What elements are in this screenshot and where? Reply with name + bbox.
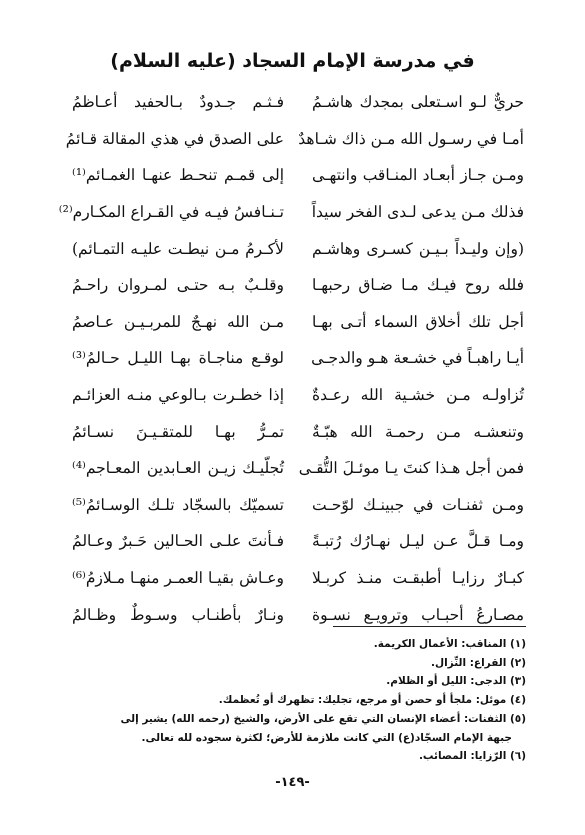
verse-first-hemistich: كبـارٌ رزايـا أطبقـت منـذ كربـلا <box>312 569 524 588</box>
footnote-item: (٥) الثفنات: أعضاء الإنسان التي تقع على الأرض، والشيخ (رحمه الله) يشير إلى <box>120 712 526 725</box>
page-number: -١٤٩- <box>275 775 310 790</box>
verse-second-hemistich: تسميّك بالسجّاد تلـك الوسـائمُ⁽⁵⁾ <box>72 495 284 514</box>
footnote-item: (١) المناقب: الأعمال الكريمة. <box>373 638 526 650</box>
verse-first-hemistich: فذلك مـن يدعى لـدى الفخر سيداً <box>311 203 524 222</box>
verse-second-hemistich: فـأنتَ علـى الحـالين حَـبرٌ وعـالمُ <box>72 532 284 551</box>
verse-line <box>72 157 524 194</box>
verse-line <box>72 340 524 377</box>
verse-line <box>65 121 524 158</box>
verse-second-hemistich: إلى قمـم تنحـط عنهـا الغمـائم⁽¹⁾ <box>72 166 284 185</box>
verse-first-hemistich: حريٌّ لـو اسـتعلى بمجدك هاشـمُ <box>312 93 524 112</box>
verse-first-hemistich: ومـا قـلَّ عـن ليـل نهـارُك رُتبـةً <box>312 532 524 551</box>
footnotes <box>58 635 526 766</box>
footnote-item: (٣) الدجى: الليل أو الظلام. <box>386 675 526 688</box>
verse-second-hemistich: لوقـع مناجـاة بهـا الليـل حـالمُ⁽³⁾ <box>72 349 284 368</box>
verse-second-hemistich: إذا خطـرت بـالوعي منـه العزائـم <box>72 386 284 405</box>
verse-line <box>72 230 524 267</box>
footnote-item: (٤) موئل: ملجأ أو حصن أو مرجع، تجليك: تظهرك أو تُعظمك. <box>218 694 526 707</box>
poem-verses <box>58 84 524 633</box>
verse-second-hemistich: وعـاش بقيـا العمـر منهـا مـلازمُ⁽⁶⁾ <box>72 569 284 588</box>
verse-first-hemistich: وتنعشـه مـن رحمـة الله هبّـةٌ <box>312 422 524 441</box>
verse-second-hemistich: وقلـبٌ بـه حتـى لمـروان راحـمُ <box>72 276 284 295</box>
verse-second-hemistich: فـثـم جـدودٌ بـالحفيد أعـاظمُ <box>72 93 284 112</box>
verse-first-hemistich: أجل تلك أخلاق السماء أتـى بهـا <box>312 312 524 331</box>
verse-second-hemistich: لأكـرمُ مـن نيطـت عليـه التمـائم) <box>72 239 284 258</box>
verse-second-hemistich: على الصدق في هذي المقالة قـائمُ <box>65 129 284 148</box>
verse-first-hemistich: تُزاولـه مـن خشـية الله رعـدةٌ <box>312 386 524 405</box>
verse-first-hemistich: (وإن وليـداً بـيـن كسـرى وهاشـم <box>312 239 524 258</box>
verse-line <box>72 267 524 304</box>
footnote-item: (٢) القراع: النِّزال. <box>430 656 526 669</box>
footnote-divider <box>333 626 526 627</box>
verse-line <box>72 596 524 633</box>
footnote-continuation: جبهة الإمام السجّاد(ع) التي كانت ملازمة للأرض؛ لكثرة سجوده لله تعالى. <box>141 731 512 744</box>
verse-first-hemistich: فمن أجل هـذا كنتَ يـا موئـلَ التُّقـى <box>298 459 524 478</box>
verse-first-hemistich: أيـا راهبـاً في خشـعة هـو والدجـى <box>311 349 524 368</box>
verse-line <box>58 194 524 231</box>
verse-second-hemistich: مـن الله نهـجٌ للمربـيـن عـاصمُ <box>72 312 284 331</box>
verse-first-hemistich: أمـا في رسـول الله مـن ذاك شـاهدٌ <box>298 129 524 148</box>
verse-line <box>72 523 524 560</box>
verse-second-hemistich: تُجلّيـك زيـن العـابدين المعـاجم⁽⁴⁾ <box>72 459 284 478</box>
verse-line <box>72 84 524 121</box>
verse-first-hemistich: فلله روح فيـك مـا ضـاق رحبهـا <box>312 276 524 295</box>
verse-line <box>72 304 524 341</box>
verse-first-hemistich: ومـن ثفنـات في جبينـك لوّحـت <box>312 495 524 514</box>
verse-second-hemistich: تمـرُّ بهـا للمتقـيـنَ نسـائمُ <box>72 422 284 441</box>
footnote-item: (٦) الرّزايا: المصائب. <box>418 750 526 763</box>
verse-second-hemistich: ونـارٌ بأطنـاب وسـوطٌ وظـالمُ <box>72 605 284 624</box>
page-title: في مدرسة الإمام السجاد (عليه السلام) <box>110 50 475 72</box>
verse-line <box>72 377 524 414</box>
verse-line <box>72 487 524 524</box>
verse-first-hemistich: ومـن جـاز أبعـاد المنـاقب وانتهـى <box>312 166 524 185</box>
verse-second-hemistich: تـنـافسُ فيـه في القـراع المكـارم⁽²⁾ <box>58 203 284 222</box>
verse-first-hemistich: مصـارعُ أحبـاب وترويـع نسـوة <box>312 605 524 624</box>
verse-line <box>72 413 524 450</box>
verse-line <box>72 450 524 487</box>
verse-line <box>72 560 524 597</box>
